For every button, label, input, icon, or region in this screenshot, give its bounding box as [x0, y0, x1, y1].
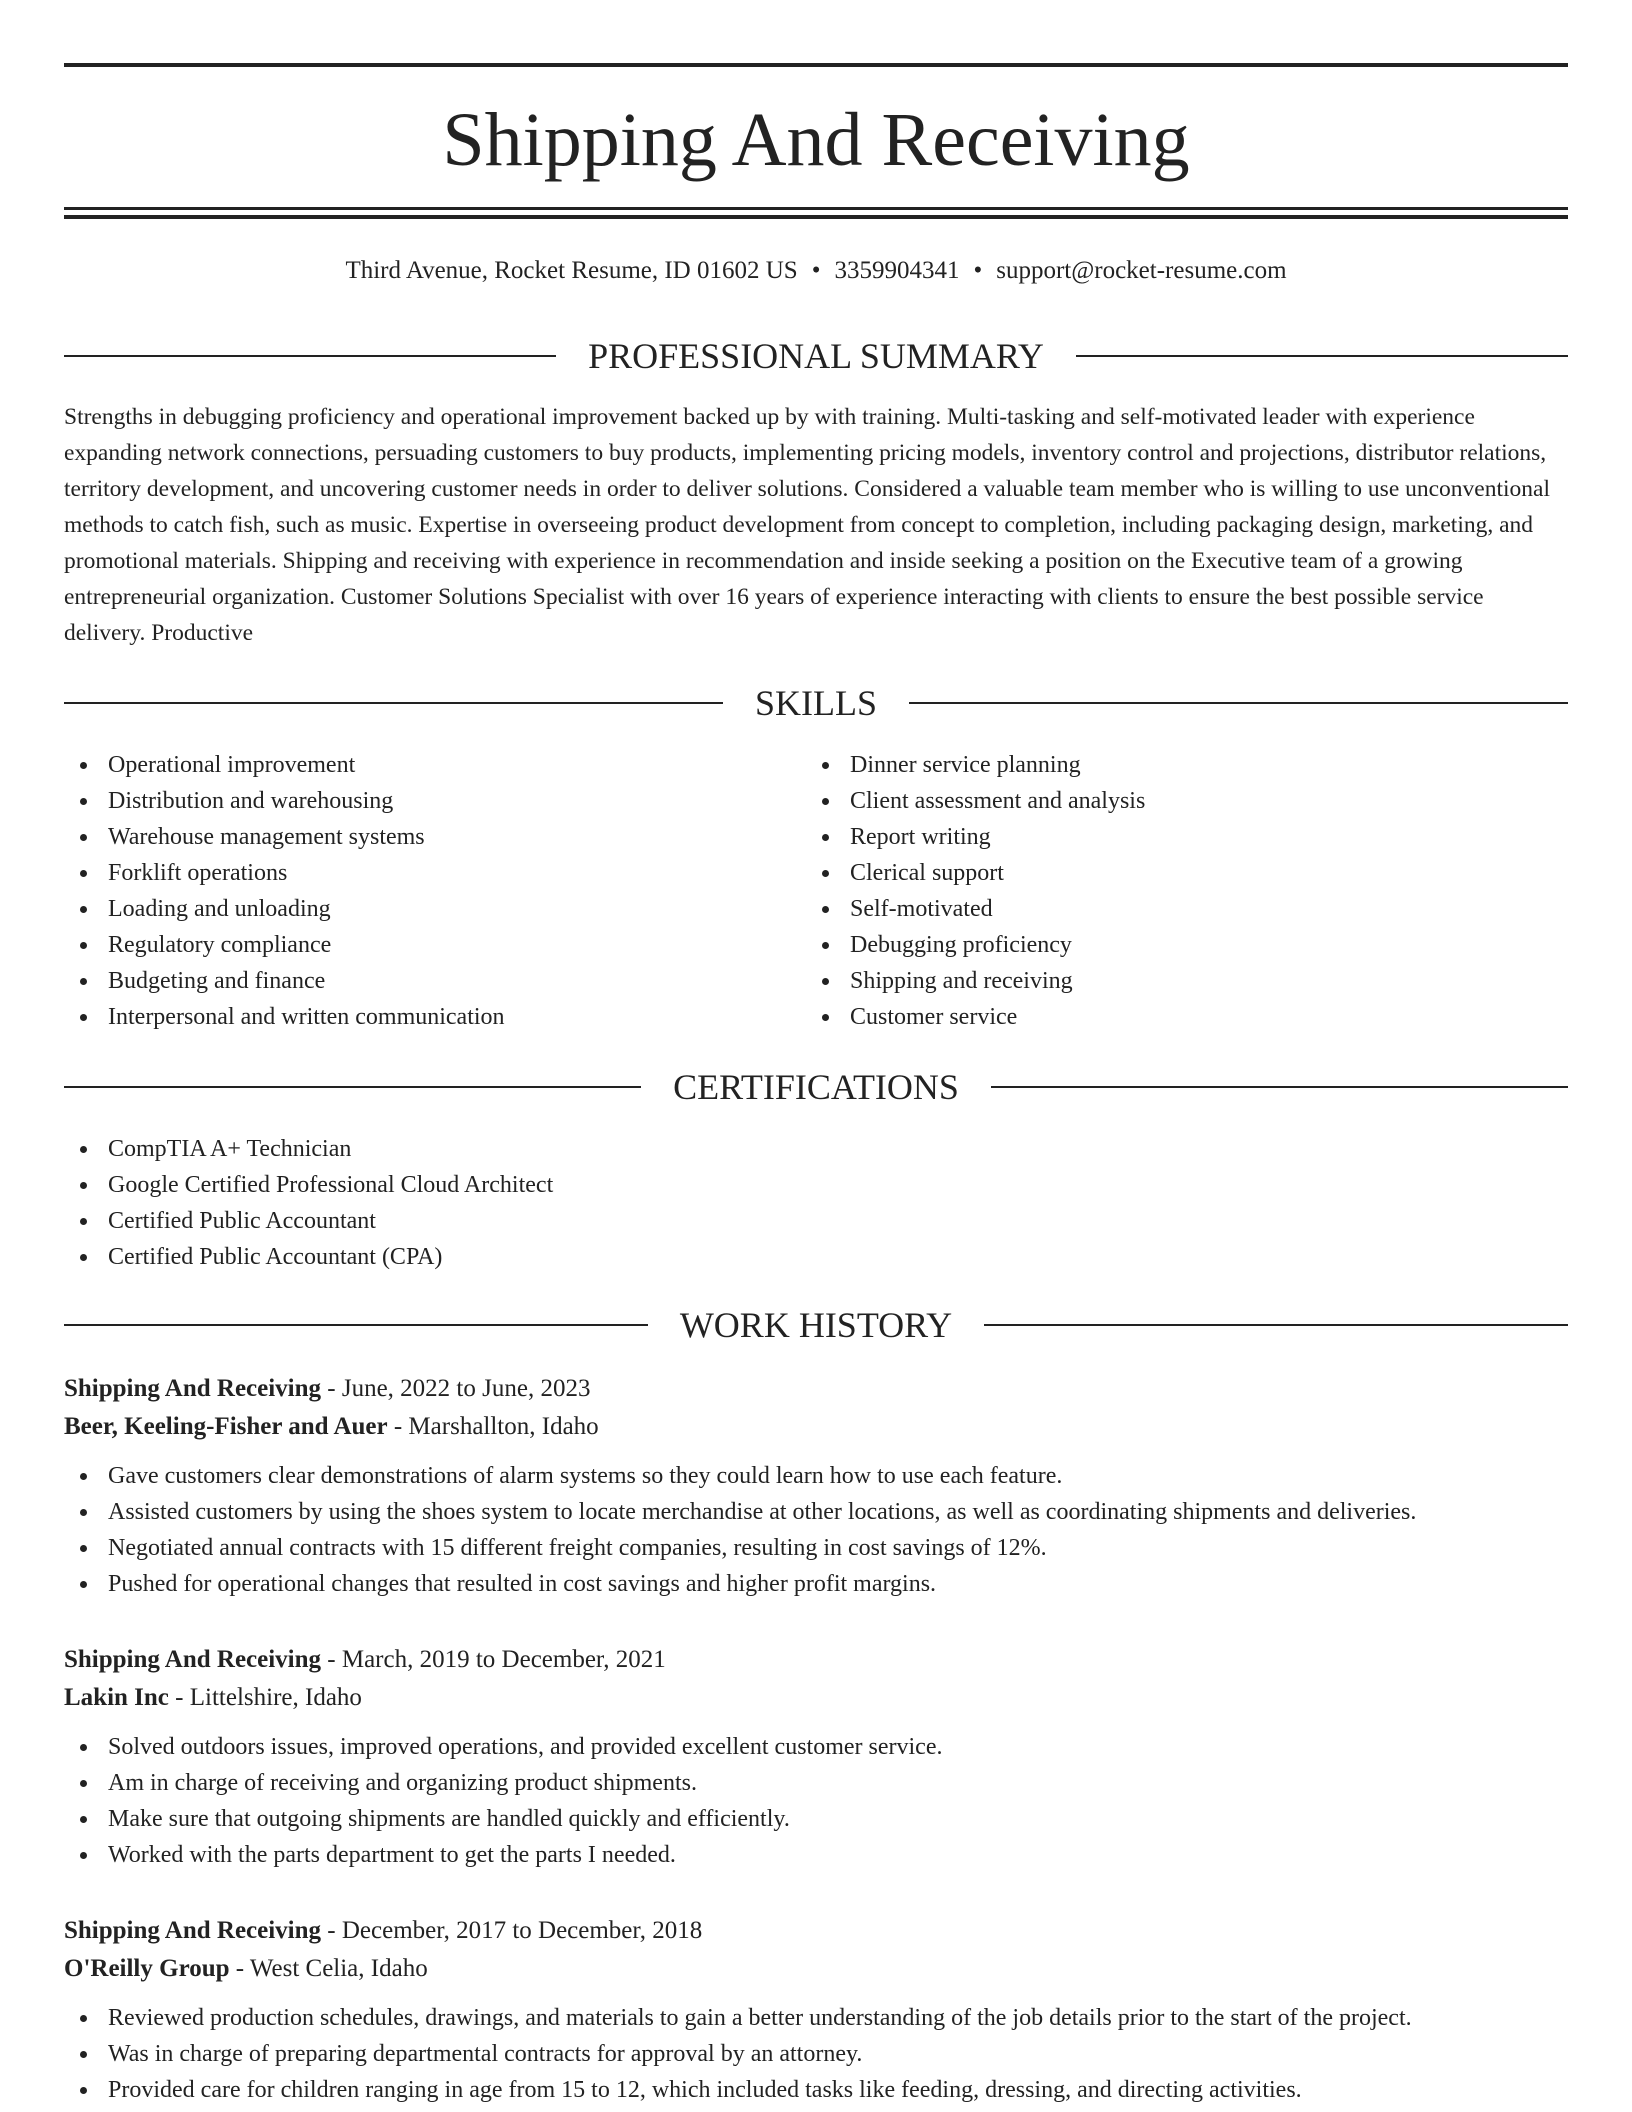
- heading-rule: [64, 1324, 648, 1326]
- heading-rule: [984, 1324, 1568, 1326]
- skill-item: Debugging proficiency: [806, 927, 1145, 963]
- job-dates: - December, 2017 to December, 2018: [321, 1917, 703, 1944]
- job-location: - West Celia, Idaho: [229, 1955, 428, 1982]
- job-bullet: Pushed for operational changes that resulted in cost savings and higher profit margins.: [64, 1566, 1568, 1602]
- heading-rule: [909, 702, 1568, 704]
- job-bullet: Provided care for children ranging in age from 15 to 12, which included tasks like feeding, dressing, and directing activities.: [64, 2072, 1568, 2108]
- summary-title: PROFESSIONAL SUMMARY: [588, 336, 1044, 376]
- heading-rule: [991, 1086, 1568, 1088]
- job-bullet: Negotiated annual contracts with 15 different freight companies, resulting in cost savings of 12%.: [64, 1530, 1568, 1566]
- job-entry: [64, 1912, 1568, 2108]
- header-bottom-rule: [64, 207, 1568, 210]
- job-bullet: Worked with the parts department to get the parts I needed.: [64, 1837, 1568, 1873]
- job-company-line: [64, 1679, 1568, 1717]
- skill-item: Shipping and receiving: [806, 963, 1145, 999]
- skill-item: Interpersonal and written communication: [64, 999, 505, 1035]
- candidate-name: Shipping And Receiving: [442, 98, 1190, 182]
- skill-item: Self-motivated: [806, 891, 1145, 927]
- job-company: O'Reilly Group: [64, 1955, 230, 1982]
- job-location: - Littelshire, Idaho: [168, 1684, 362, 1711]
- contact-line: [64, 255, 1568, 287]
- skill-item: Client assessment and analysis: [806, 783, 1145, 819]
- certifications-heading: [64, 1067, 1568, 1107]
- contact-separator: •: [973, 257, 983, 284]
- contact-separator: •: [811, 257, 821, 284]
- job-dates: - June, 2022 to June, 2023: [321, 1375, 591, 1402]
- job-title-line: [64, 1370, 1568, 1408]
- skill-item: Loading and unloading: [64, 891, 505, 927]
- job-bullet: Assisted customers by using the shoes system to locate merchandise at other locations, as well as coordinating shipments and deliveries.: [64, 1494, 1568, 1530]
- job-bullet: Am in charge of receiving and organizing product shipments.: [64, 1765, 1568, 1801]
- job-title: Shipping And Receiving: [64, 1646, 322, 1673]
- job-bullet: Gave customers clear demonstrations of alarm systems so they could learn how to use each feature.: [64, 1458, 1568, 1494]
- job-title: Shipping And Receiving: [64, 1375, 322, 1402]
- job-bullets: [64, 1458, 1568, 1602]
- job-location: - Marshallton, Idaho: [387, 1413, 599, 1440]
- skill-item: Operational improvement: [64, 747, 505, 783]
- skill-item: Clerical support: [806, 855, 1145, 891]
- heading-rule: [64, 702, 723, 704]
- header-top-rule: [64, 63, 1568, 67]
- skill-item: Dinner service planning: [806, 747, 1145, 783]
- work-history-title: WORK HISTORY: [679, 1305, 953, 1345]
- job-title-line: [64, 1641, 1568, 1679]
- skills-title: SKILLS: [755, 683, 878, 723]
- certification-item: CompTIA A+ Technician: [64, 1131, 553, 1167]
- skill-item: Regulatory compliance: [64, 927, 505, 963]
- certification-item: Google Certified Professional Cloud Architect: [64, 1167, 553, 1203]
- job-title: Shipping And Receiving: [64, 1917, 322, 1944]
- contact-phone: 3359904341: [834, 257, 960, 284]
- skills-heading: [64, 683, 1568, 723]
- job-company: Lakin Inc: [64, 1684, 169, 1711]
- certification-item: Certified Public Accountant: [64, 1203, 553, 1239]
- contact-email: support@rocket-resume.com: [996, 257, 1287, 284]
- skill-item: Distribution and warehousing: [64, 783, 505, 819]
- job-company: Beer, Keeling-Fisher and Auer: [64, 1413, 388, 1440]
- header-bottom-rule-2: [64, 215, 1568, 219]
- skills-list-left: [64, 747, 505, 1035]
- skill-item: Customer service: [806, 999, 1145, 1035]
- job-bullet: Reviewed production schedules, drawings, and materials to gain a better understanding of the job details prior to the start of the project.: [64, 2000, 1568, 2036]
- skill-item: Forklift operations: [64, 855, 505, 891]
- job-entry: [64, 1370, 1568, 1602]
- job-bullets: [64, 2000, 1568, 2108]
- job-bullet: Was in charge of preparing departmental contracts for approval by an attorney.: [64, 2036, 1568, 2072]
- skill-item: Budgeting and finance: [64, 963, 505, 999]
- certification-item: Certified Public Accountant (CPA): [64, 1239, 553, 1275]
- contact-address: Third Avenue, Rocket Resume, ID 01602 US: [345, 257, 798, 284]
- job-bullet: Make sure that outgoing shipments are handled quickly and efficiently.: [64, 1801, 1568, 1837]
- certifications-list: [64, 1131, 553, 1275]
- skill-item: Warehouse management systems: [64, 819, 505, 855]
- work-history-heading: [64, 1305, 1568, 1345]
- job-company-line: [64, 1950, 1568, 1988]
- job-entry: [64, 1641, 1568, 1873]
- heading-rule: [64, 1086, 641, 1088]
- job-company-line: [64, 1408, 1568, 1446]
- skill-item: Report writing: [806, 819, 1145, 855]
- job-dates: - March, 2019 to December, 2021: [321, 1646, 666, 1673]
- job-bullets: [64, 1729, 1568, 1873]
- skills-list-right: [806, 747, 1145, 1035]
- job-bullet: Solved outdoors issues, improved operations, and provided excellent customer service.: [64, 1729, 1568, 1765]
- summary-heading: [64, 336, 1568, 376]
- certifications-title: CERTIFICATIONS: [673, 1067, 959, 1107]
- summary-text: Strengths in debugging proficiency and operational improvement backed up by with training. Multi-tasking and self-motivated leader with experience expanding network connections, persuading customers to buy products, implementing pricing models, inventory control and projections, distributor relations, territory development, and uncovering customer needs in order to deliver solutions. Considered a valuable team member who is willing to use unconventional methods to catch fish, such as music. Expertise in overseeing product development from concept to completion, including packaging design, marketing, and promotional materials. Shipping and receiving with experience in recommendation and inside seeking a position on the Executive team of a growing entrepreneurial organization. Customer Solutions Specialist with over 16 years of experience interacting with clients to ensure the best possible service delivery. Productive: [64, 404, 1550, 646]
- heading-rule: [64, 355, 556, 357]
- heading-rule: [1076, 355, 1568, 357]
- job-title-line: [64, 1912, 1568, 1950]
